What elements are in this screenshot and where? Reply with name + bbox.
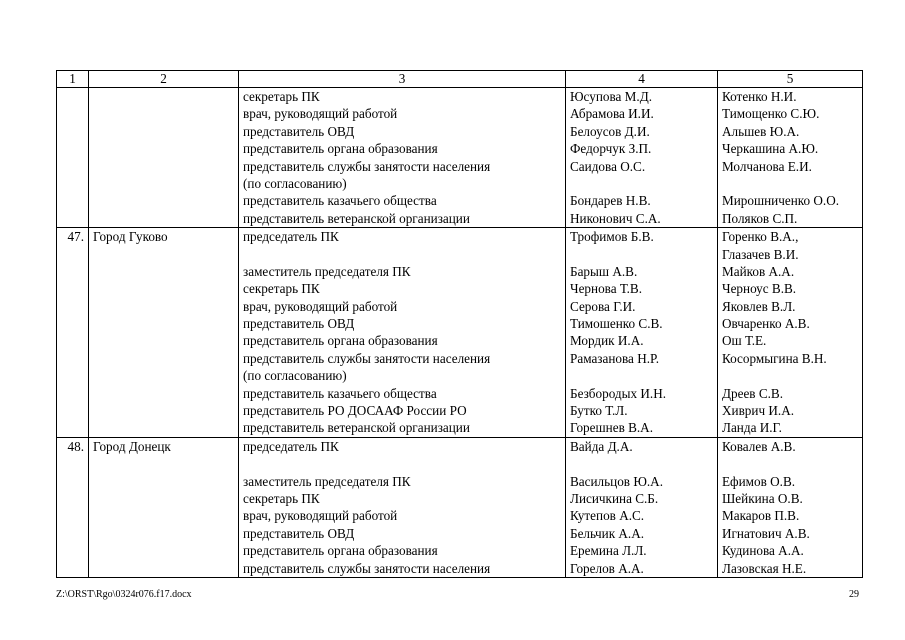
column-header-1: 1 xyxy=(57,71,89,88)
position-line: секретарь ПК xyxy=(243,89,320,104)
table-row xyxy=(57,88,863,228)
column-header-2: 2 xyxy=(89,71,239,88)
row-number xyxy=(57,228,89,438)
municipality-cell xyxy=(89,88,239,228)
table-row xyxy=(57,228,863,438)
deputy-line: Ош Т.Е. xyxy=(722,333,767,349)
deputy-cell xyxy=(718,228,863,438)
deputy-line: Майков А.А. xyxy=(722,263,795,279)
position-line: представитель казачьего общества xyxy=(243,193,437,209)
position-line: председатель ПК xyxy=(243,438,339,454)
position-line: представитель ОВД xyxy=(243,525,355,541)
position-line xyxy=(243,246,561,263)
deputy-line: Хиврич И.А. xyxy=(722,403,795,419)
footer-page-number: 29 xyxy=(849,589,859,600)
member-line: Бутко Т.Л. xyxy=(570,403,628,419)
deputy-line: Ланда И.Г. xyxy=(722,420,782,436)
deputy-line: Мирошниченко О.О. xyxy=(722,193,840,209)
position-line: представитель казачьего общества xyxy=(243,385,437,401)
member-line: Белоусов Д.И. xyxy=(570,123,650,139)
member-cell xyxy=(566,228,718,438)
row-number xyxy=(57,437,89,577)
position-line: врач, руководящий работой xyxy=(243,106,398,122)
column-header-3: 3 xyxy=(239,71,566,88)
member-line: Вайда Д.А. xyxy=(570,438,633,454)
table-row xyxy=(57,437,863,577)
footer-file-path: Z:\ORST\Rgo\0324r076.f17.docx xyxy=(56,589,192,600)
deputy-line: Тимощенко С.Ю. xyxy=(722,106,820,122)
municipality-name: Город Донецк xyxy=(93,438,171,454)
member-line: Васильцов Ю.А. xyxy=(570,473,664,489)
position-line: представитель органа образования xyxy=(243,543,438,559)
deputy-line xyxy=(722,455,858,472)
position-line: представитель ОВД xyxy=(243,123,355,139)
position-cell xyxy=(239,437,566,577)
deputy-line: Игнатович А.В. xyxy=(722,525,810,541)
position-line: представитель службы занятости населения xyxy=(243,350,491,366)
position-line: врач, руководящий работой xyxy=(243,508,398,524)
member-line: Безбородых И.Н. xyxy=(570,385,667,401)
position-line: председатель ПК xyxy=(243,229,339,245)
member-line: Тимошенко С.В. xyxy=(570,316,663,332)
row-number-text: 48. xyxy=(67,438,84,454)
position-line: (по согласованию) xyxy=(243,368,347,384)
position-line: представитель органа образования xyxy=(243,333,438,349)
column-header-5: 5 xyxy=(718,71,863,88)
member-line xyxy=(570,246,713,263)
municipality-name: Город Гуково xyxy=(93,229,168,245)
member-line: Горешнев В.А. xyxy=(570,420,654,436)
row-number-text: 47. xyxy=(67,229,84,245)
deputy-line: Молчанова Е.И. xyxy=(722,158,812,174)
member-line: Кутепов А.С. xyxy=(570,508,645,524)
deputy-line: Ковалев А.В. xyxy=(722,438,796,454)
member-line: Лисичкина С.Б. xyxy=(570,490,659,506)
position-line: представитель ветеранской организации xyxy=(243,210,470,226)
member-line xyxy=(570,455,713,472)
deputy-line: Поляков С.П. xyxy=(722,210,798,226)
member-line: Рамазанова Н.Р. xyxy=(570,350,660,366)
position-line: (по согласованию) xyxy=(243,175,347,191)
table-header-row xyxy=(57,71,863,88)
deputy-line: Шейкина О.В. xyxy=(722,490,803,506)
position-line: заместитель председателя ПК xyxy=(243,263,411,279)
column-header-4: 4 xyxy=(566,71,718,88)
member-line: Бондарев Н.В. xyxy=(570,193,651,209)
deputy-line: Овчаренко А.В. xyxy=(722,316,810,332)
member-line: Серова Г.И. xyxy=(570,298,636,314)
member-line: Чернова Т.В. xyxy=(570,281,642,297)
member-line xyxy=(570,367,713,384)
member-line: Саидова О.С. xyxy=(570,158,646,174)
deputy-cell xyxy=(718,88,863,228)
deputy-line: Котенко Н.И. xyxy=(722,89,797,104)
deputy-line: Макаров П.В. xyxy=(722,508,800,524)
commission-table xyxy=(56,70,863,578)
municipality-name xyxy=(93,88,234,105)
deputy-line: Кудинова А.А. xyxy=(722,543,804,559)
position-line: представитель ОВД xyxy=(243,316,355,332)
deputy-line: Черкашина А.Ю. xyxy=(722,141,819,157)
deputy-line: Альшев Ю.А. xyxy=(722,123,800,139)
position-cell xyxy=(239,88,566,228)
municipality-cell xyxy=(89,437,239,577)
municipality-cell xyxy=(89,228,239,438)
member-cell xyxy=(566,437,718,577)
deputy-line: Ефимов О.В. xyxy=(722,473,796,489)
member-cell xyxy=(566,88,718,228)
position-line: секретарь ПК xyxy=(243,281,320,297)
position-line: врач, руководящий работой xyxy=(243,298,398,314)
deputy-line: Горенко В.А., xyxy=(722,229,799,245)
member-line: Федорчук З.П. xyxy=(570,141,652,157)
deputy-cell xyxy=(718,437,863,577)
member-line: Трофимов Б.В. xyxy=(570,229,654,245)
row-number-text xyxy=(61,88,84,105)
member-line: Юсупова М.Д. xyxy=(570,89,652,104)
position-cell xyxy=(239,228,566,438)
member-line: Бельчик А.А. xyxy=(570,525,645,541)
member-line: Барыш А.В. xyxy=(570,263,638,279)
position-line: секретарь ПК xyxy=(243,490,320,506)
deputy-line: Лазовская Н.Е. xyxy=(722,560,807,576)
deputy-line xyxy=(722,367,858,384)
deputy-line: Дреев С.В. xyxy=(722,385,784,401)
member-line xyxy=(570,175,713,192)
member-line: Никонович С.А. xyxy=(570,210,661,226)
position-line xyxy=(243,455,561,472)
position-line: представитель ветеранской организации xyxy=(243,420,470,436)
position-line: представитель РО ДОСААФ России РО xyxy=(243,403,467,419)
position-line: представитель службы занятости населения xyxy=(243,158,491,174)
deputy-line: Глазачев В.И. xyxy=(722,246,799,262)
position-line: представитель службы занятости населения xyxy=(243,560,491,576)
position-line: заместитель председателя ПК xyxy=(243,473,411,489)
deputy-line: Черноус В.В. xyxy=(722,281,797,297)
deputy-line xyxy=(722,175,858,192)
member-line: Горелов А.А. xyxy=(570,560,644,576)
member-line: Еремина Л.Л. xyxy=(570,543,647,559)
member-line: Абрамова И.И. xyxy=(570,106,654,122)
member-line: Мордик И.А. xyxy=(570,333,644,349)
deputy-line: Яковлев В.Л. xyxy=(722,298,796,314)
row-number xyxy=(57,88,89,228)
deputy-line: Косормыгина В.Н. xyxy=(722,350,827,366)
position-line: представитель органа образования xyxy=(243,141,438,157)
